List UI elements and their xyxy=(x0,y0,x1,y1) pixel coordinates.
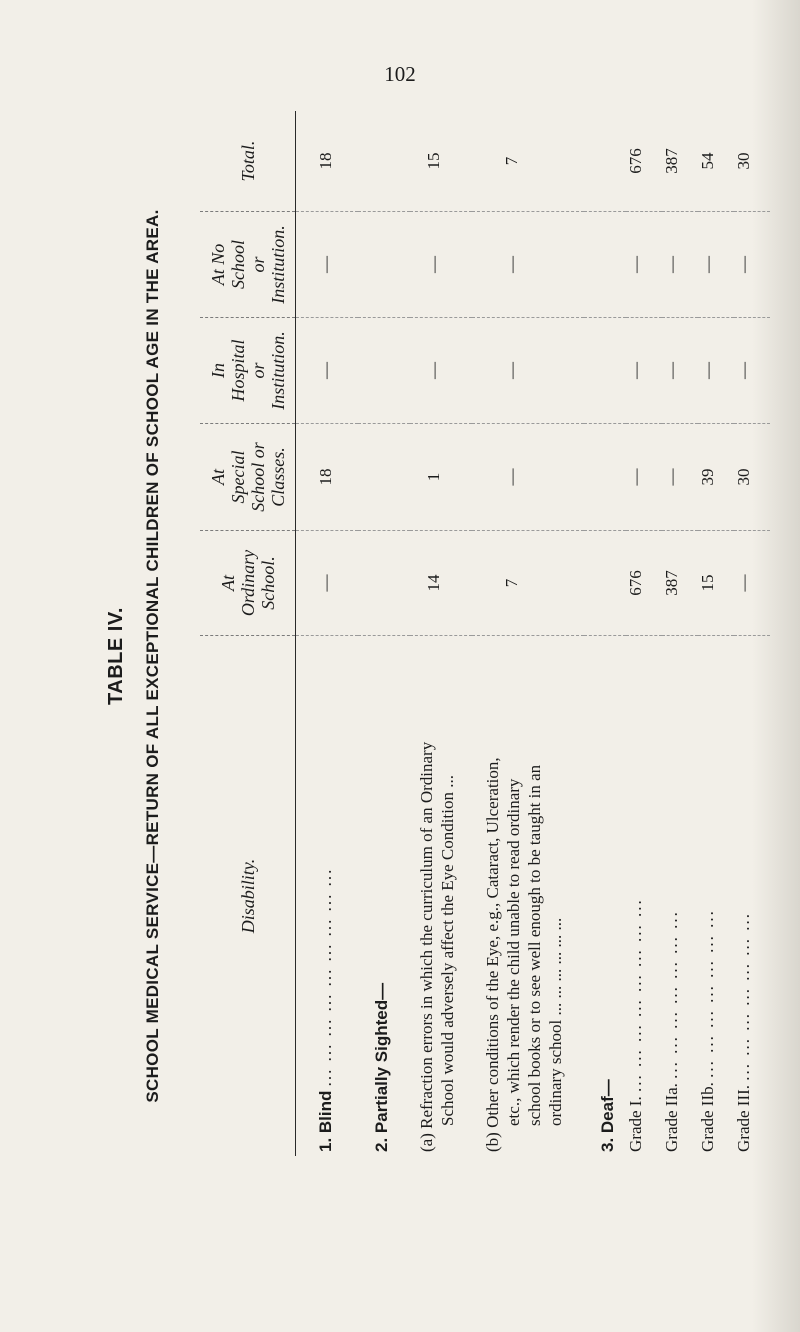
cell-ordinary: — xyxy=(296,531,358,636)
cell-no-school: — xyxy=(662,212,698,318)
cell-empty xyxy=(358,318,410,424)
cell-total: 18 xyxy=(296,111,358,212)
cell-total: 30 xyxy=(734,111,770,212)
header-line: Special xyxy=(227,450,248,504)
header-hospital xyxy=(200,318,296,424)
header-disability: Disability. xyxy=(200,636,296,1157)
label-grade-2b: Grade IIb. xyxy=(697,1082,717,1152)
row-grade-1 xyxy=(626,111,662,1156)
cell-total: 15 xyxy=(410,111,472,212)
cell-no-school: — xyxy=(410,212,472,318)
cell-empty xyxy=(358,212,410,318)
header-line: School xyxy=(227,240,248,289)
cell-hospital: — xyxy=(626,318,662,424)
cell-special: 39 xyxy=(698,424,734,531)
row-label xyxy=(626,636,662,1157)
table-title: TABLE IV. xyxy=(105,607,127,705)
cell-hospital: — xyxy=(698,318,734,424)
cell-special: — xyxy=(472,424,584,531)
cell-hospital: — xyxy=(734,318,770,424)
header-line: In xyxy=(207,363,228,378)
leader-dots: ... ... ... ... ... ... ... xyxy=(697,909,717,1078)
header-total: Total. xyxy=(200,111,296,212)
row-partially-sighted-b xyxy=(472,111,584,1156)
header-line: Ordinary xyxy=(237,549,258,617)
cell-empty xyxy=(584,212,626,318)
header-line: At xyxy=(207,469,228,485)
description-line: etc., which render the child unable to read ordinary xyxy=(503,778,523,1126)
cell-special: — xyxy=(626,424,662,531)
header-special-school xyxy=(200,424,296,531)
cell-empty xyxy=(584,111,626,212)
exceptional-children-table xyxy=(200,111,770,1156)
cell-no-school: — xyxy=(296,212,358,318)
row-deaf-heading xyxy=(584,111,626,1156)
header-ordinary-school xyxy=(200,531,296,636)
cell-special: 30 xyxy=(734,424,770,531)
row-label xyxy=(296,636,358,1157)
cell-ordinary: 15 xyxy=(698,531,734,636)
cell-empty xyxy=(584,424,626,531)
leader-dots: ... ... ... ... ... ... ... xyxy=(733,911,753,1081)
leader-dots: ... ... ... ... ... ... ... ... ... xyxy=(316,867,335,1087)
label-grade-1: Grade I. xyxy=(625,1096,645,1152)
description-line: (b) Other conditions of the Eye, e.g., Cataract, Ulceration, xyxy=(482,757,502,1152)
description-line: school books or to see well enough to be taught in an xyxy=(524,764,544,1126)
label-grade-2a: Grade IIa. xyxy=(661,1083,681,1152)
cell-no-school: — xyxy=(698,212,734,318)
cell-empty xyxy=(358,531,410,636)
cell-special: 18 xyxy=(296,424,358,531)
cell-special: — xyxy=(662,424,698,531)
header-line: School. xyxy=(257,556,278,610)
description-line: School would adversely affect the Eye Condition ... xyxy=(437,775,457,1126)
page-number: 102 xyxy=(384,62,416,86)
header-line: Institution. xyxy=(267,225,288,304)
cell-special: 1 xyxy=(410,424,472,531)
header-line: or xyxy=(247,256,268,273)
label-blind: 1. Blind xyxy=(316,1090,335,1152)
row-blind xyxy=(296,111,358,1156)
cell-total: 387 xyxy=(662,111,698,212)
row-label xyxy=(698,636,734,1157)
cell-empty xyxy=(358,424,410,531)
row-grade-2b xyxy=(698,111,734,1156)
cell-ordinary: 676 xyxy=(626,531,662,636)
cell-total: 7 xyxy=(472,111,584,212)
cell-empty xyxy=(584,318,626,424)
row-partially-sighted-heading xyxy=(358,111,410,1156)
row-grade-3 xyxy=(734,111,770,1156)
cell-empty xyxy=(584,531,626,636)
row-label xyxy=(734,636,770,1157)
header-line: Classes. xyxy=(267,447,288,507)
header-line: At No xyxy=(207,243,228,286)
cell-hospital: — xyxy=(410,318,472,424)
header-line: At xyxy=(217,575,238,591)
cell-total: 676 xyxy=(626,111,662,212)
row-label xyxy=(662,636,698,1157)
row-grade-2a xyxy=(662,111,698,1156)
cell-hospital: — xyxy=(472,318,584,424)
description-line: ordinary school ... ... ... ... ... ... xyxy=(545,917,565,1126)
row-label xyxy=(584,636,626,1157)
header-line: or xyxy=(247,362,268,379)
cell-ordinary: — xyxy=(734,531,770,636)
cell-ordinary: 7 xyxy=(472,531,584,636)
row-label xyxy=(358,636,410,1157)
rotated-table-block xyxy=(105,106,765,1206)
cell-no-school: — xyxy=(472,212,584,318)
label-deaf: 3. Deaf— xyxy=(597,1079,617,1152)
cell-ordinary: 14 xyxy=(410,531,472,636)
cell-hospital: — xyxy=(662,318,698,424)
cell-ordinary: 387 xyxy=(662,531,698,636)
header-line: Institution. xyxy=(267,331,288,410)
header-line: Hospital xyxy=(227,339,248,402)
header-no-school xyxy=(200,212,296,318)
row-partially-sighted-a xyxy=(410,111,472,1156)
description-line: (a) Refraction errors in which the curriculum of an Ordinary xyxy=(416,741,436,1152)
label-partially-sighted: 2. Partially Sighted— xyxy=(371,982,391,1152)
row-label xyxy=(410,636,472,1157)
table-caption: SCHOOL MEDICAL SERVICE—RETURN OF ALL EXCEPTIONAL CHILDREN OF SCHOOL AGE IN THE AREA. xyxy=(143,209,162,1103)
cell-total: 54 xyxy=(698,111,734,212)
cell-no-school: — xyxy=(734,212,770,318)
leader-dots: ... ... ... ... ... ... ... xyxy=(661,910,681,1079)
leader-dots: ... ... ... ... ... ... ... ... xyxy=(625,898,645,1093)
row-label xyxy=(472,636,584,1157)
header-row xyxy=(200,111,296,1156)
header-line: School or xyxy=(247,442,268,512)
cell-empty xyxy=(358,111,410,212)
label-grade-3: Grade III. xyxy=(733,1084,753,1152)
cell-hospital: — xyxy=(296,318,358,424)
cell-no-school: — xyxy=(626,212,662,318)
